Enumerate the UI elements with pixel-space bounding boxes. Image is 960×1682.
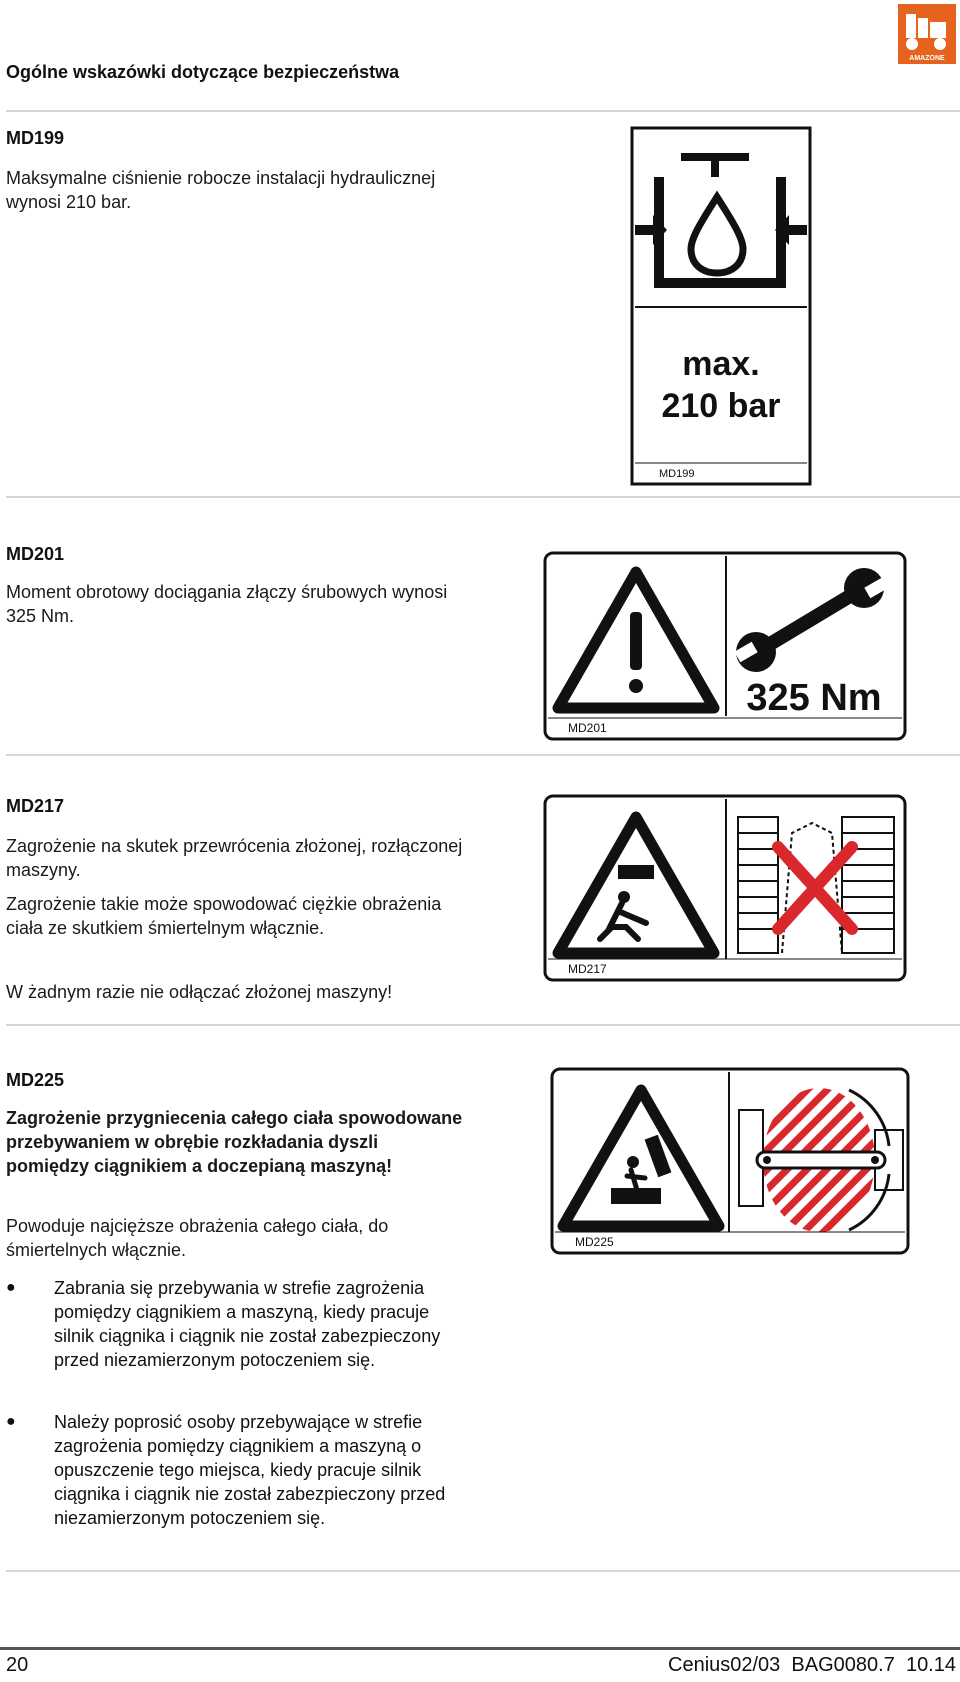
section-code-md201: MD201 <box>6 544 65 564</box>
sign-md199-line1: max. <box>682 345 760 383</box>
bullet-icon: ● <box>6 1413 16 1430</box>
divider <box>6 1024 960 1026</box>
divider <box>6 496 960 498</box>
section-code-md225: MD225 <box>6 1070 65 1090</box>
amazone-logo <box>898 4 956 64</box>
sign-md201-value: 325 Nm <box>746 677 882 719</box>
divider <box>6 110 960 112</box>
page-header-title: Ogólne wskazówki dotyczące bezpieczeństwa <box>6 62 400 82</box>
md201-description: Moment obrotowy dociągania złączy śrubowych wynosi 325 Nm. <box>6 582 448 626</box>
sign-md217 <box>542 793 908 983</box>
sign-md225 <box>549 1066 911 1256</box>
md217-paragraph-3: W żadnym razie nie odłączać złożonej maszyny! <box>6 982 393 1002</box>
md225-hazard-statement: Zagrożenie przygniecenia całego ciała spowodowane przebywaniem w obrębie rozkładania dyszli pomiędzy ciągnikiem a doczepianą maszyną! <box>6 1108 463 1176</box>
section-code-md199: MD199 <box>6 128 65 148</box>
md225-bullet-2-text: Należy poprosić osoby przebywające w strefie zagrożenia pomiędzy ciągnikiem a maszyną o opuszczenie tego miejsca, kiedy pracuje silnik ciągnika i ciągnik nie został zabezpieczony przed niezamierzonym potoczeniem się. <box>54 1412 446 1528</box>
section-code-md217: MD217 <box>6 796 65 816</box>
bullet-icon: ● <box>6 1279 16 1296</box>
md217-paragraph-2: Zagrożenie takie może spowodować ciężkie obrażenia ciała ze skutkiem śmiertelnym włącznie. <box>6 894 442 938</box>
logo-brand-text: AMAZONE <box>909 55 945 62</box>
sign-md199-line2: 210 bar <box>661 387 781 425</box>
exclamation-icon <box>630 612 642 670</box>
page-number: 20 <box>6 1654 29 1676</box>
sign-md201-label: MD201 <box>568 721 607 735</box>
md225-bullet-2 <box>6 1410 476 1554</box>
tractor-logo-icon <box>898 4 956 64</box>
sign-md199 <box>629 125 813 487</box>
divider <box>6 754 960 756</box>
sign-md225-label: MD225 <box>575 1235 614 1249</box>
md225-bullet-1-text: Zabrania się przebywania w strefie zagrożenia pomiędzy ciągnikiem a maszyną, kiedy pracuje silnik ciągnika i ciągnik nie został zabezpieczony przed niezamierzonym potoczeniem się. <box>54 1278 441 1370</box>
footer-rule <box>0 1647 960 1650</box>
md225-consequence: Powoduje najcięższe obrażenia całego ciała, do śmiertelnych włącznie. <box>6 1216 389 1260</box>
sign-md217-label: MD217 <box>568 962 607 976</box>
md199-description: Maksymalne ciśnienie robocze instalacji hydraulicznej wynosi 210 bar. <box>6 168 436 212</box>
divider <box>6 1570 960 1572</box>
sign-md201 <box>542 550 908 742</box>
md217-paragraph-1: Zagrożenie na skutek przewrócenia złożonej, rozłączonej maszyny. <box>6 836 463 880</box>
sign-md199-label: MD199 <box>659 468 695 480</box>
md225-bullet-1 <box>6 1276 476 1396</box>
document-reference: Cenius02/03 BAG0080.7 10.14 <box>668 1654 956 1676</box>
